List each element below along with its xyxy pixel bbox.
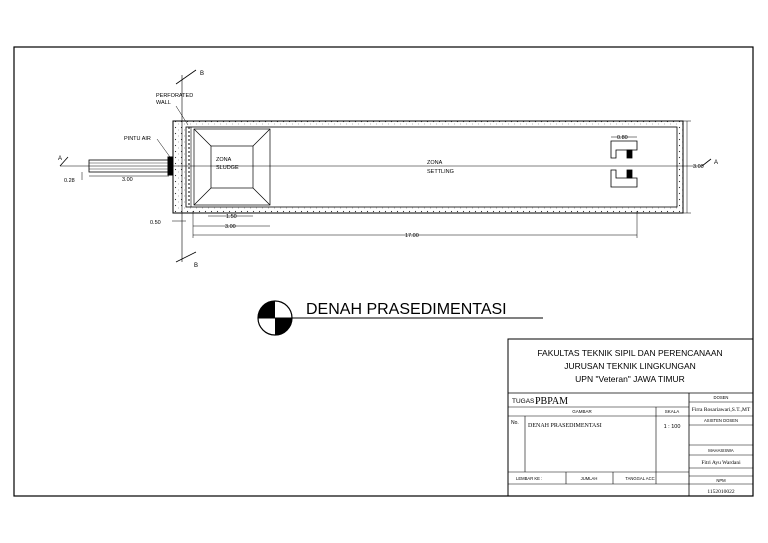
sheet-border xyxy=(14,47,753,496)
section-b-top-label: B xyxy=(200,71,205,77)
dim-0-28: 0.28 xyxy=(64,178,75,184)
section-a-right-label: A xyxy=(714,160,719,166)
section-a-left-label: A xyxy=(58,156,63,162)
mahasiswa-value: Fitri Ayu Wardani xyxy=(701,460,741,466)
gambar-value: DENAH PRASEDIMENTASI xyxy=(528,423,602,429)
institution-line-2: JURUSAN TEKNIK LINGKUNGAN xyxy=(564,361,696,371)
dim-0-50: 0.50 xyxy=(150,220,161,226)
gambar-label: GAMBAR xyxy=(572,409,592,414)
dosen-value: Firra Rosariawari,S.T.,MT xyxy=(691,407,751,413)
dim-0-80: 0.80 xyxy=(617,135,628,141)
lembar-label: LEMBAR KE : xyxy=(516,476,543,481)
title-symbol xyxy=(258,301,292,335)
mahasiswa-label: MAHASISWA xyxy=(708,448,734,453)
tugas-label: TUGAS : xyxy=(512,398,539,405)
npm-label: NPM xyxy=(716,478,726,483)
skala-label: SKALA xyxy=(664,409,680,414)
npm-value: 1152010022 xyxy=(707,489,735,495)
no-label: No. xyxy=(511,420,519,426)
jumlah-label: JUMLAH xyxy=(580,476,598,481)
dim-17-00: 17.00 xyxy=(405,233,419,239)
zona-settling-label-1: ZONA xyxy=(427,160,443,166)
dim-3-00-right: 3.00 xyxy=(693,164,704,170)
dim-1-50: 1.50 xyxy=(226,214,237,220)
perforated-wall-label-1: PERFORATED xyxy=(156,93,194,99)
institution-line-1: FAKULTAS TEKNIK SIPIL DAN PERENCANAAN xyxy=(537,348,723,358)
zona-sludge-label-1: ZONA xyxy=(216,157,232,163)
dim-3-00-inlet: 3.00 xyxy=(122,177,133,183)
dosen-label: DOSEN xyxy=(713,395,729,400)
plan-drawing xyxy=(58,70,718,269)
zona-settling-label-2: SETTLING xyxy=(427,169,454,175)
section-b-bottom-label: B xyxy=(194,263,199,269)
institution-line-3: UPN "Veteran" JAWA TIMUR xyxy=(575,374,685,384)
tanggal-label: TANGGAL ACC xyxy=(625,476,655,481)
skala-value: 1 : 100 xyxy=(663,424,681,430)
drawing-title: DENAH PRASEDIMENTASI xyxy=(306,301,507,318)
tugas-value: PBPAM xyxy=(535,396,568,407)
dim-3-00-sludge: 3.00 xyxy=(225,224,236,230)
zona-sludge-label-2: SLUDGE xyxy=(216,165,239,171)
perforated-wall-label-2: WALL xyxy=(156,100,171,106)
asisten-label: ASISTEN DOSEN xyxy=(704,418,738,423)
pintu-air-label: PINTU AIR xyxy=(124,136,151,142)
